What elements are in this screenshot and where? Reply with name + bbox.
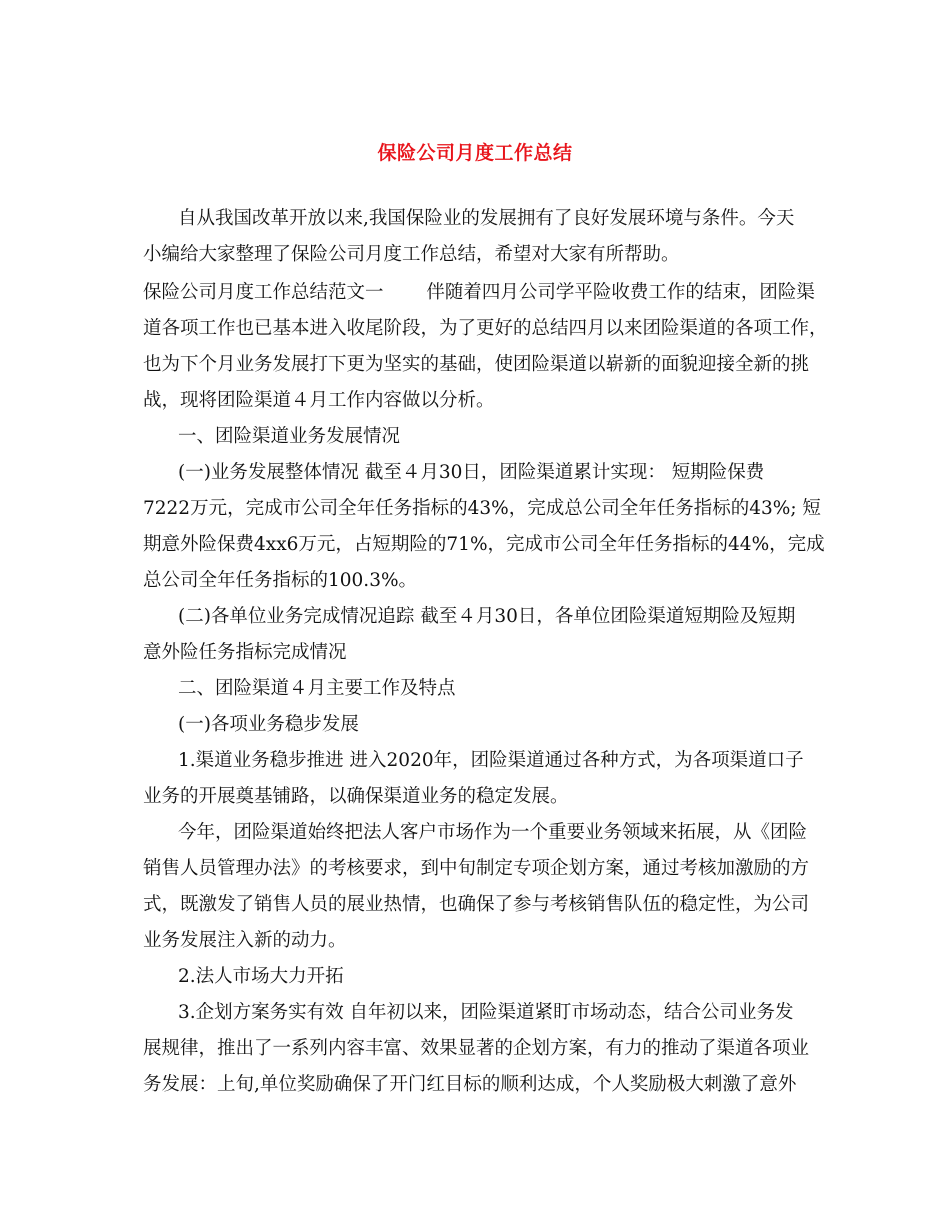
paragraph-line: 务发展：上旬,单位奖励确保了开门红目标的顺利达成，个人奖励极大刺激了意外 xyxy=(143,1074,797,1095)
paragraph-line: 道各项工作也已基本进入收尾阶段，为了更好的总结四月以来团险渠道的各项工作， xyxy=(143,318,828,339)
paragraph-line: (一)业务发展整体情况 截至４月30日，团险渠道累计实现： 短期险保费 xyxy=(178,462,765,483)
paragraph-line: 今年，团险渠道始终把法人客户市场作为一个重要业务领域来拓展，从《团险 xyxy=(178,822,808,843)
paragraph-line: 战，现将团险渠道４月工作内容做以分析。 xyxy=(143,390,495,411)
paragraph-line: 业务的开展奠基铺路，以确保渠道业务的稳定发展。 xyxy=(143,786,569,807)
paragraph-line: (二)各单位业务完成情况追踪 截至４月30日，各单位团险渠道短期险及短期 xyxy=(178,606,796,627)
paragraph-line: 也为下个月业务发展打下更为坚实的基础，使团险渠道以崭新的面貌迎接全新的挑 xyxy=(143,354,810,375)
paragraph-line: 意外险任务指标完成情况 xyxy=(143,642,347,663)
paragraph-line: 1.渠道业务稳步推进 进入2020年，团险渠道通过各种方式，为各项渠道口子 xyxy=(178,750,804,771)
document-title: 保险公司月度工作总结 xyxy=(377,142,573,164)
subsection-heading: 2.法人市场大力开拓 xyxy=(178,966,344,987)
paragraph-line: 小编给大家整理了保险公司月度工作总结，希望对大家有所帮助。 xyxy=(143,244,680,265)
paragraph-line: 自从我国改革开放以来,我国保险业的发展拥有了良好发展环境与条件。今天 xyxy=(178,208,795,229)
paragraph-line: 总公司全年任务指标的100.3%。 xyxy=(143,570,418,591)
paragraph-line: 展规律，推出了一系列内容丰富、效果显著的企划方案，有力的推动了渠道各项业 xyxy=(143,1038,810,1059)
paragraph-line: 业务发展注入新的动力。 xyxy=(143,930,347,951)
paragraph-line: 销售人员管理办法》的考核要求，到中旬制定专项企划方案，通过考核加激励的方 xyxy=(143,858,810,879)
paragraph-line: 期意外险保费4xx6万元，占短期险的71%，完成市公司全年任务指标的44%，完成 xyxy=(143,534,825,555)
subsection-heading: (一)各项业务稳步发展 xyxy=(178,714,359,735)
paragraph-line: 3.企划方案务实有效 自年初以来，团险渠道紧盯市场动态，结合公司业务发 xyxy=(178,1002,794,1023)
paragraph-line: 7222万元，完成市公司全年任务指标的43%，完成总公司全年任务指标的43%; 短 xyxy=(143,498,821,519)
paragraph-line: 式，既激发了销售人员的展业热情，也确保了参与考核销售队伍的稳定性，为公司 xyxy=(143,894,810,915)
section-heading: 一、团险渠道业务发展情况 xyxy=(178,426,401,447)
section-heading: 二、团险渠道４月主要工作及特点 xyxy=(178,678,456,699)
paragraph-line: 保险公司月度工作总结范文一 伴随着四月公司学平险收费工作的结束，团险渠 xyxy=(143,282,815,303)
